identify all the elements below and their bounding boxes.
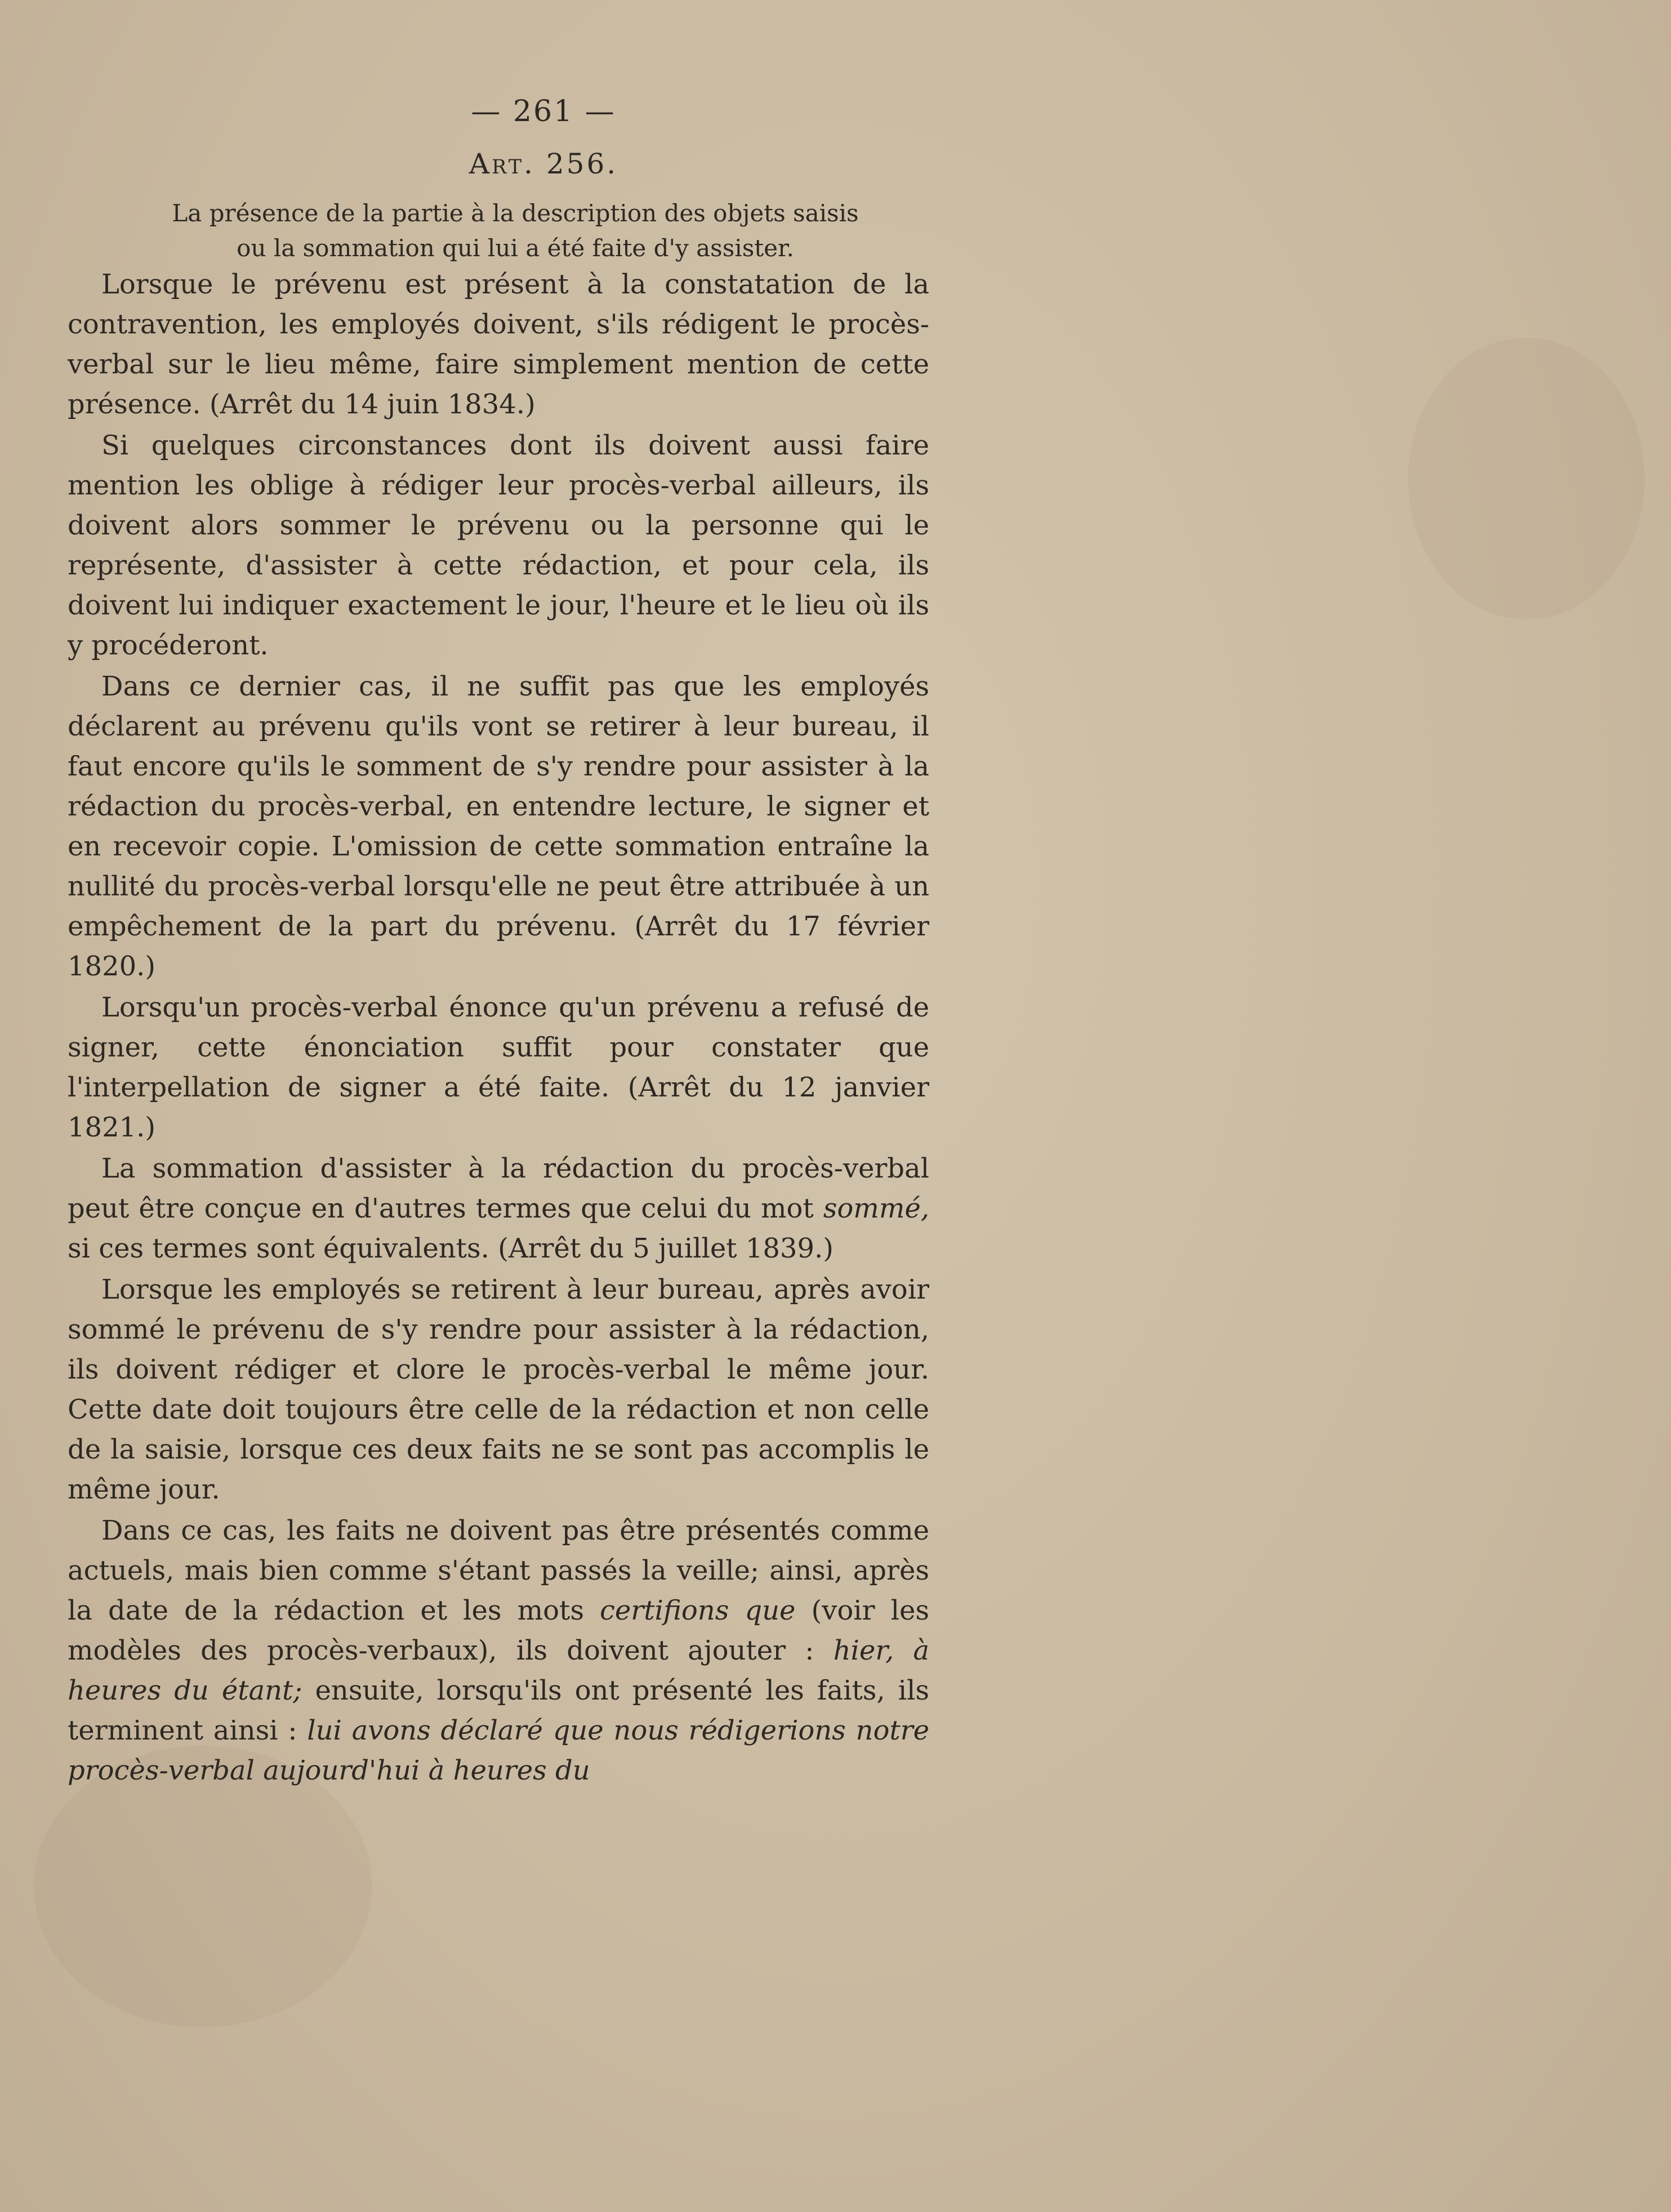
paragraph-text: Dans ce cas, les faits ne doivent pas être présentés comme actuels, mais bien comme s'étant passés la veille; ainsi, après la date de la rédaction et les mots — [68, 1515, 929, 1626]
page-number: — 261 — — [471, 95, 616, 128]
paragraph-text: si ces termes sont équivalents. (Arrêt du 5 juillet 1839.) — [68, 1233, 834, 1264]
paragraph-text: ensuite, lorsqu'ils ont présenté les faits, ils terminent ainsi : — [68, 1675, 930, 1746]
italic-phrase: hier, à heures du étant; — [68, 1635, 929, 1706]
article-body — [68, 265, 929, 1792]
paragraph: Lorsque le prévenu est présent à la constatation de la contravention, les employés doivent, s'ils rédigent le procès-verbal sur le lieu même, faire simplement mention de cette présence. (Arrêt du 14 juin 1834.) — [68, 269, 929, 420]
italic-phrase: lui avons déclaré que nous rédigerions notre procès-verbal aujourd'hui à heures du — [68, 1715, 929, 1786]
paragraph-text: La sommation d'assister à la rédaction du procès-verbal peut être conçue en d'autres termes que celui du mot — [68, 1153, 929, 1224]
paragraph — [68, 1511, 929, 1791]
paragraph: Lorsque les employés se retirent à leur bureau, après avoir sommé le prévenu de s'y rendre pour assister à la rédaction, ils doivent rédiger et clore le procès-verbal le même jour. Cette date doit toujours être celle de la rédaction et non celle de la saisie, lorsque ces deux faits ne se sont pas accomplis le même jour. — [68, 1274, 929, 1505]
paragraph: Dans ce dernier cas, il ne suffit pas que les employés déclarent au prévenu qu'ils vont se retirer à leur bureau, il faut encore qu'ils le somment de s'y rendre pour assister à la rédaction du procès-verbal, en entendre lecture, le signer et en recevoir copie. L'omission de cette sommation entraîne la nullité du procès-verbal lorsqu'elle ne peut être attribuée à un empêchement de la part du prévenu. (Arrêt du 17 février 1820.) — [68, 671, 929, 982]
paragraph: Lorsqu'un procès-verbal énonce qu'un prévenu a refusé de signer, cette énonciation suffit pour constater que l'interpellation de signer a été faite. (Arrêt du 12 janvier 1821.) — [68, 992, 929, 1143]
italic-phrase: certifions que — [600, 1595, 796, 1626]
italic-term: sommé, — [823, 1193, 929, 1224]
paragraph-text: (voir les modèles des procès-verbaux), ils doivent ajouter : — [68, 1595, 930, 1666]
paragraph: Si quelques circonstances dont ils doivent aussi faire mention les oblige à rédiger leur procès-verbal ailleurs, ils doivent alors sommer le prévenu ou la personne qui le représente, d'assister à cette rédaction, et pour cela, ils doivent lui indiquer exactement le jour, l'heure et le lieu où ils y procéderont. — [68, 430, 929, 661]
article-heading: Art. 256. — [469, 148, 618, 180]
article-summary: La présence de la partie à la description des objets saisis ou la sommation qui lui a été faite d'y assister. — [172, 199, 859, 262]
paragraph — [68, 1149, 929, 1269]
paper-stain — [1408, 338, 1645, 619]
